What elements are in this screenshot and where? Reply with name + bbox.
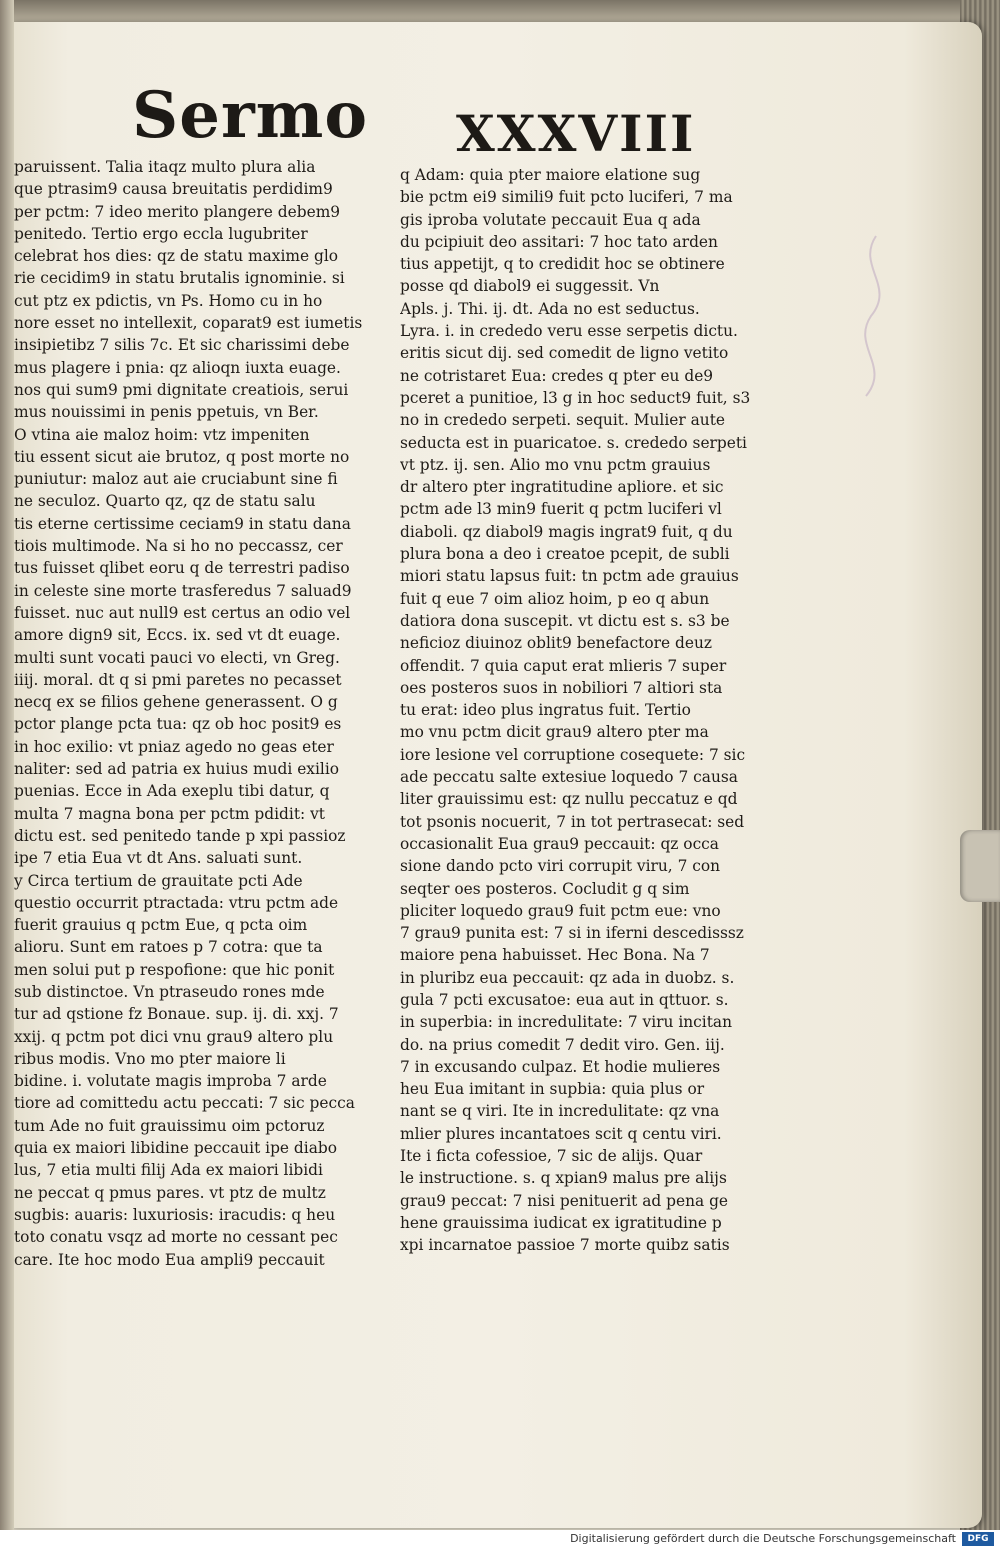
text-line: nos qui sum9 pmi dignitate creatiois, serui — [14, 380, 349, 399]
text-line: maiore pena habuisset. Hec Bona. Na 7 — [400, 946, 710, 965]
text-line: paruissent. Talia itaqz multo plura alia — [14, 158, 316, 176]
text-column-right — [400, 164, 780, 1257]
text-line: tot psonis nocuerit, 7 in tot pertrasecat: sed — [400, 812, 745, 831]
text-line: quia ex maiori libidine peccauit ipe diabo — [14, 1139, 338, 1158]
text-line: mus plagere i pnia: qz alioqn iuxta euage. — [14, 358, 341, 377]
text-line: ne cotristaret Eua: credes q pter eu de9 — [400, 366, 714, 385]
text-line: iore lesione vel corruptione cosequete: 7 sic — [400, 745, 746, 764]
text-line: Lyra. i. in crededo veru esse serpetis dictu. — [400, 322, 738, 341]
text-line: le instructione. s. q xpian9 malus pre alijs — [400, 1169, 727, 1188]
text-line: in superbia: in incredulitate: 7 viru incitan — [400, 1013, 732, 1032]
text-line: dr altero pter ingratitudine apliore. et sic — [400, 478, 724, 497]
text-line: alioru. Sunt em ratoes p 7 cotra: que ta — [14, 938, 323, 957]
text-line: O vtina aie maloz hoim: vtz impeniten — [14, 425, 310, 444]
text-line: datiora dona suscepit. vt dictu est s. s3 be — [400, 611, 730, 630]
text-line: cut ptz ex pdictis, vn Ps. Homo cu in ho — [14, 291, 323, 310]
text-line: tum Ade no fuit grauissimu oim pctoruz — [14, 1116, 325, 1135]
text-line: fuit q eue 7 oim alioz hoim, p eo q abun — [400, 589, 710, 608]
text-line: lus, 7 etia multi filij Ada ex maiori libidi — [14, 1161, 323, 1180]
text-line: care. Ite hoc modo Eua ampli9 peccauit — [14, 1250, 325, 1269]
text-line: pctm ade l3 min9 fuerit q pctm luciferi vl — [400, 500, 722, 519]
text-line: ne seculoz. Quarto qz, qz de statu salu — [14, 492, 316, 511]
text-line: xpi incarnatoe passioe 7 morte quibz satis — [400, 1236, 730, 1255]
text-line: gis iproba volutate peccauit Eua q ada — [400, 210, 701, 229]
text-line: bie pctm ei9 simili9 fuit pcto luciferi, 7 ma — [400, 188, 733, 207]
text-line: puniutur: maloz aut aie cruciabunt sine fi — [14, 470, 338, 489]
text-line: diaboli. qz diabol9 magis ingrat9 fuit, q du — [400, 522, 733, 541]
text-line: ipe 7 etia Eua vt dt Ans. saluati sunt. — [14, 849, 303, 868]
text-line: celebrat hos dies: qz de statu maxime glo — [14, 247, 339, 266]
text-line: do. na prius comedit 7 dedit viro. Gen. iij. — [400, 1035, 725, 1054]
text-line: no in crededo serpeti. sequit. Mulier aute — [400, 411, 725, 430]
text-line: necq ex se filios gehene generassent. O g — [14, 693, 338, 712]
text-line: sugbis: auaris: luxuriosis: iracudis: q heu — [14, 1205, 336, 1224]
text-line: in celeste sine morte trasferedus 7 saluad9 — [14, 581, 352, 600]
text-line: du pcipiuit deo assitari: 7 hoc tato arden — [400, 232, 718, 251]
text-line: Apls. j. Thi. ij. dt. Ada no est seductus. — [400, 299, 700, 318]
text-line: toto conatu vsqz ad morte no cessant pec — [14, 1228, 338, 1247]
text-line: offendit. 7 quia caput erat mlieris 7 super — [400, 656, 727, 675]
text-line: q Adam: quia pter maiore elatione sug — [400, 166, 701, 184]
text-line: penitedo. Tertio ergo eccla lugubriter — [14, 224, 308, 243]
text-line: pctor plange pcta tua: qz ob hoc posit9 es — [14, 715, 342, 734]
text-line: nore esset no intellexit, coparat9 est iumetis — [14, 314, 363, 333]
pencil-annotation-mark — [846, 226, 906, 406]
text-line: seqter oes posteros. Cocludit g q sim — [400, 879, 690, 898]
text-line: hene grauissima iudicat ex igratitudine p — [400, 1213, 722, 1232]
text-line: gula 7 pcti excusatoe: eua aut in qttuor. s. — [400, 990, 729, 1009]
text-line: que ptrasim9 causa breuitatis perdidim9 — [14, 180, 333, 199]
text-line: ribus modis. Vno mo pter maiore li — [14, 1049, 286, 1068]
text-line: grau9 peccat: 7 nisi penituerit ad pena ge — [400, 1191, 729, 1210]
text-line: mo vnu pctm dicit grau9 altero pter ma — [400, 723, 709, 742]
dfg-logo: DFG — [962, 1532, 994, 1546]
text-line: tur ad qstione fz Bonaue. sup. ij. di. xxj. 7 — [14, 1005, 339, 1024]
funding-notice: Digitalisierung gefördert durch die Deutsche Forschungsgemeinschaft — [570, 1532, 956, 1545]
text-column-left — [14, 156, 384, 1271]
text-line: puenias. Ecce in Ada exeplu tibi datur, q — [14, 782, 330, 801]
text-line: dictu est. sed penitedo tande p xpi passioz — [14, 826, 346, 845]
text-line: xxij. q pctm pot dici vnu grau9 altero plu — [14, 1027, 334, 1046]
text-line: tiore ad comittedu actu peccati: 7 sic pecca — [14, 1094, 355, 1113]
text-line: occasionalit Eua grau9 peccauit: qz occa — [400, 834, 719, 853]
text-line: fuisset. nuc aut null9 est certus an odio vel — [14, 603, 351, 622]
text-line: tiois multimode. Na si ho no peccassz, cer — [14, 537, 343, 556]
text-line: fuerit grauius q pctm Eue, q pcta oim — [14, 916, 308, 935]
text-line: seducta est in puaricatoe. s. crededo serpeti — [400, 433, 747, 452]
text-line: naliter: sed ad patria ex huius mudi exilio — [14, 760, 340, 779]
page-heading-number: XXXVIII — [456, 104, 696, 163]
text-line: iiij. moral. dt q si pmi paretes no pecasset — [14, 670, 342, 689]
text-line: neficioz diuinoz oblit9 benefactore deuz — [400, 634, 712, 653]
text-line: multi sunt vocati pauci vo electi, vn Greg. — [14, 648, 340, 667]
text-line: Ite i ficta cofessioe, 7 sic de alijs. Quar — [400, 1147, 703, 1166]
text-line: mus nouissimi in penis ppetuis, vn Ber. — [14, 403, 319, 422]
binding-gutter — [0, 0, 14, 1530]
text-line: eritis sicut dij. sed comedit de ligno vetito — [400, 344, 729, 363]
text-line: 7 grau9 punita est: 7 si in iferni descedisssz — [400, 924, 744, 943]
text-line: bidine. i. volutate magis improba 7 arde — [14, 1072, 327, 1091]
text-line: plura bona a deo i creatoe pcepit, de subli — [400, 545, 730, 564]
text-line: oes posteros suos in nobiliori 7 altiori sta — [400, 678, 723, 697]
text-line: ne peccat q pmus pares. vt ptz de multz — [14, 1183, 326, 1202]
text-line: sione dando pcto viri corrupit viru, 7 con — [400, 857, 721, 876]
text-line: liter grauissimu est: qz nullu peccatuz e qd — [400, 790, 738, 809]
text-line: nant se q viri. Ite in incredulitate: qz vna — [400, 1102, 720, 1121]
text-line: ade peccatu salte extesiue loquedo 7 causa — [400, 768, 738, 787]
text-line: insipietibz 7 silis 7c. Et sic charissimi debe — [14, 336, 350, 355]
text-line: questio occurrit ptractada: vtru pctm ade — [14, 893, 339, 912]
text-line: amore dign9 sit, Eccs. ix. sed vt dt euage. — [14, 626, 341, 645]
text-line: tis eterne certissime ceciam9 in statu dana — [14, 514, 351, 533]
text-line: rie cecidim9 in statu brutalis ignominie. si — [14, 269, 345, 288]
text-line: per pctm: 7 ideo merito plangere debem9 — [14, 202, 341, 221]
text-line: in pluribz eua peccauit: qz ada in duobz. s. — [400, 968, 735, 987]
text-line: in hoc exilio: vt pniaz agedo no geas eter — [14, 737, 334, 756]
text-line: 7 in excusando culpaz. Et hodie mulieres — [400, 1057, 721, 1076]
text-line: pliciter loquedo grau9 fuit pctm eue: vno — [400, 901, 721, 920]
text-line: miori statu lapsus fuit: tn pctm ade grauius — [400, 567, 739, 586]
text-line: tus fuisset qlibet eoru q de terrestri padiso — [14, 559, 350, 578]
text-line: y Circa tertium de grauitate pcti Ade — [14, 871, 303, 890]
text-line: mlier plures incantatoes scit q centu viri. — [400, 1124, 722, 1143]
text-line: sub distinctoe. Vn ptraseudo rones mde — [14, 982, 325, 1001]
text-line: multa 7 magna bona per pctm pdidit: vt — [14, 804, 325, 823]
text-line: tiu essent sicut aie brutoz, q post morte no — [14, 447, 350, 466]
text-line: tius appetijt, q to credidit hoc se obtinere — [400, 255, 725, 274]
page-tab-marker — [960, 830, 1000, 902]
text-line: pceret a punitioe, l3 g in hoc seduct9 fuit, s3 — [400, 388, 751, 407]
text-line: heu Eua imitant in supbia: quia plus or — [400, 1080, 705, 1099]
page-heading-sermo: Sermo — [132, 78, 369, 153]
text-line: men solui put p respofione: que hic ponit — [14, 960, 335, 979]
text-line: tu erat: ideo plus ingratus fuit. Tertio — [400, 701, 691, 720]
text-line: vt ptz. ij. sen. Alio mo vnu pctm grauius — [400, 455, 711, 474]
footer-bar — [0, 1530, 1000, 1549]
text-line: posse qd diabol9 ei suggessit. Vn — [400, 277, 660, 296]
book-top-edge — [0, 0, 1000, 24]
